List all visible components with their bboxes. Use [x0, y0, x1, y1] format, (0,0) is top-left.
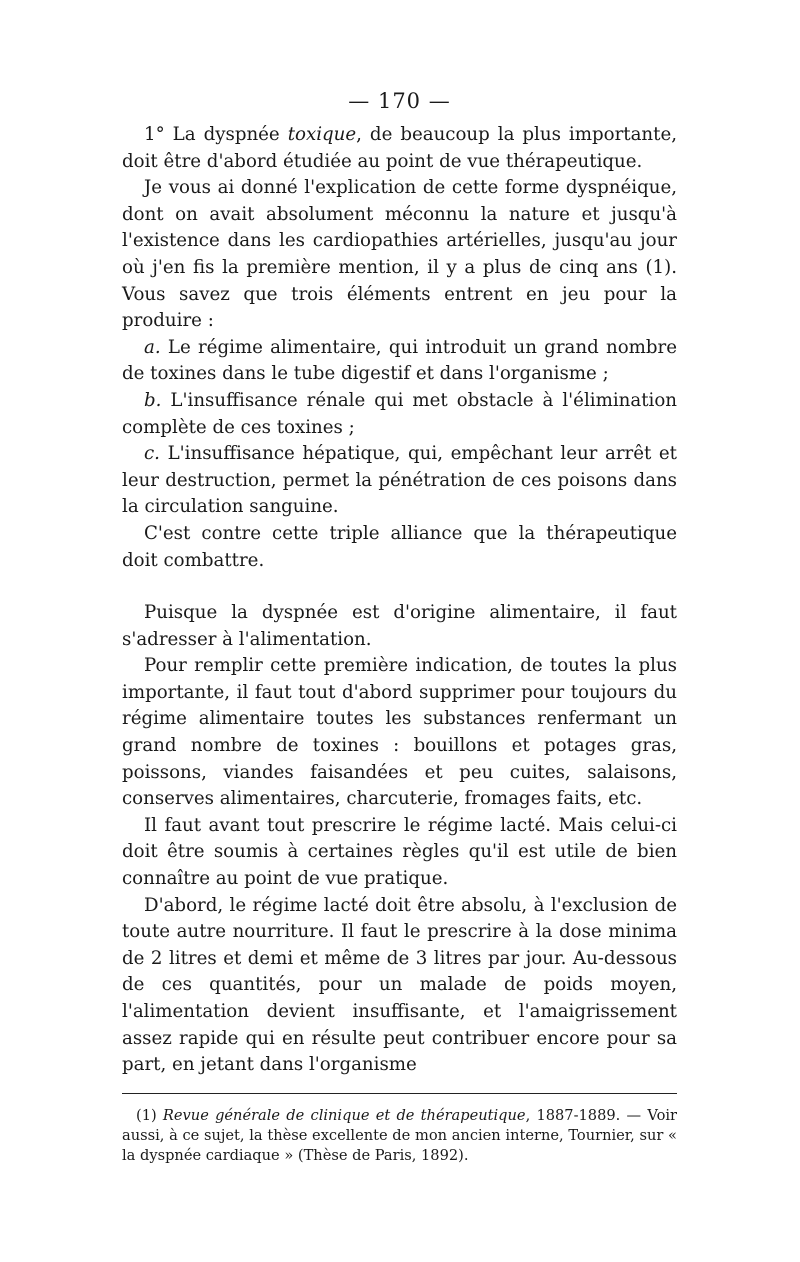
footnote: (1) Revue générale de clinique et de thérapeutique, 1887-1889. — Voir aussi, à ce sujet, la thèse excellente de mon ancien interne, Tournier, sur « la dyspnée cardiaque » (Thèse de Paris, 1892).	[122, 1106, 678, 1164]
paragraph-triple-alliance: C'est contre cette triple alliance que la thérapeutique doit combattre.	[122, 522, 677, 571]
paragraph-explanation: Je vous ai donné l'explication de cette forme dyspnéique, dont on avait absolument méconnu la nature et jusqu'à l'existence dans les cardiopathies artérielles, jusqu'au jour où j'en fis la première mention, il y a plus de cinq ans (1). Vous savez que trois éléments entrent en jeu pour la produire :	[122, 177, 677, 332]
paragraph-toxic-dyspnea: 1° La dyspnée toxique, de beaucoup la plus importante, doit être d'abord étudiée au point de vue thérapeutique.	[122, 124, 677, 172]
paragraph-item-a: a. Le régime alimentaire, qui introduit un grand nombre de toxines dans le tube digestif et dans l'organisme ;	[122, 336, 677, 385]
paragraph-first-indication: Pour remplir cette première indication, de toutes la plus importante, il faut tout d'abord supprimer pour toujours du régime alimentaire toutes les substances renfermant un grand nombre de toxines : bouillons et potages gras, poissons, viandes faisandées et peu cuites, salaisons, conserves alimentaires, charcuterie, fromages faits, etc.	[122, 655, 677, 810]
page-number-text: — 170 —	[348, 89, 451, 113]
footnote-divider	[122, 1093, 677, 1094]
body-text	[122, 122, 677, 1079]
paragraph-milk-diet: Il faut avant tout prescrire le régime lacté. Mais celui-ci doit être soumis à certaines règles qu'il est utile de bien connaître au point de vue pratique.	[122, 814, 677, 890]
book-page	[122, 88, 677, 1166]
paragraph-item-c: c. L'insuffisance hépatique, qui, empêchant leur arrêt et leur destruction, permet la pénétration de ces poisons dans la circulation sanguine.	[122, 443, 677, 518]
paragraph-alimentation: Puisque la dyspnée est d'origine alimentaire, il faut s'adresser à l'alimentation.	[122, 602, 677, 650]
paragraph-absolute-diet: D'abord, le régime lacté doit être absolu, à l'exclusion de toute autre nourriture. Il faut le prescrire à la dose minima de 2 litres et demi et même de 3 litres par jour. Au-dessous de ces quantités, pour un malade de poids moyen, l'alimentation devient insuffisante, et l'amaigrissement assez rapide qui en résulte peut contribuer encore pour sa part, en jetant dans l'organisme	[122, 894, 677, 1076]
page-number	[122, 88, 677, 114]
paragraph-item-b: b. L'insuffisance rénale qui met obstacle à l'élimination complète de ces toxines ;	[122, 389, 677, 438]
